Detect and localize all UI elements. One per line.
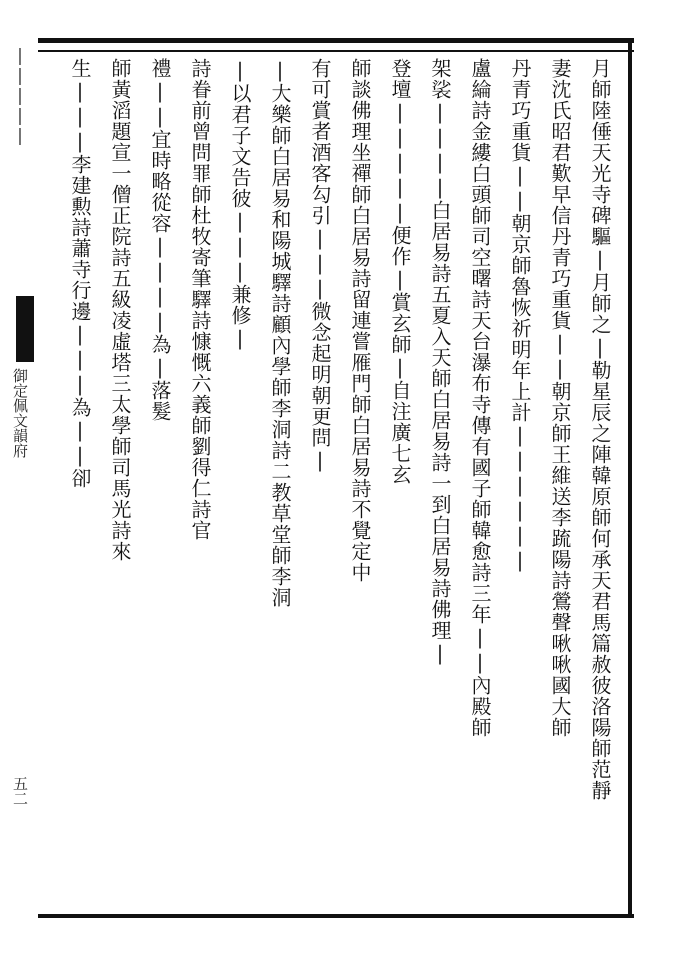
text-column: 詩眷前曾問罪師杜牧寄筆驛詩慷慨六義師劉得仁詩官 [188, 58, 212, 541]
frame-right-rule [628, 38, 632, 918]
text-column: |以君子文告彼|||兼修| [228, 58, 252, 351]
frame-top-rule [38, 38, 634, 43]
text-column: 登壇|||||便作|賞玄師|自注廣七玄 [388, 58, 412, 485]
text-column: 師談佛理坐禪師白居易詩留連嘗雁門師白居易詩不覺定中 [348, 58, 372, 583]
fish-tail-mark [16, 296, 34, 362]
text-column: 妻沈氏昭君歎早信丹青巧重貨||朝京師王維送李䟽陽詩鶯聲啾啾國大師 [548, 58, 572, 738]
text-column: 架裟||||白居易詩五夏入天師白居易詩一到白居易詩佛理| [428, 58, 452, 666]
left-margin [4, 46, 34, 606]
text-column: |大樂師白居易和陽城驛詩顧內學師李洞詩二教草堂師李洞 [268, 58, 292, 608]
text-column: 生|||李建勲詩蕭寺行邊|||為||卻 [68, 58, 92, 489]
frame-bottom-rule [38, 914, 634, 918]
book-title: 御定佩文韻府 [11, 368, 29, 458]
text-column: 盧綸詩金縷白頭師司空曙詩天台瀑布寺傳有國子師韓愈詩三年||內殿師 [468, 58, 492, 738]
text-column: 丹青巧重貨||朝京師魯恢祈明年上計|||||| [508, 58, 532, 573]
frame-top-rule-inner [38, 50, 634, 52]
text-column: 師黃滔題宣一僧正院詩五級凌虛塔三太學師司馬光詩來 [108, 58, 132, 562]
margin-ticks: ||||| [10, 46, 30, 146]
text-column: 禮||宜時略從容||||為|落髮 [148, 58, 172, 422]
page-number: 五二 [11, 776, 29, 806]
text-column: 月師陸倕天光寺碑驅|月師之|勒星辰之陣韓原師何承天君馬篇赦彼洛陽師范靜 [588, 58, 612, 801]
text-column: 有可賞者酒客勾引|||微念起明朝更問| [308, 58, 332, 473]
